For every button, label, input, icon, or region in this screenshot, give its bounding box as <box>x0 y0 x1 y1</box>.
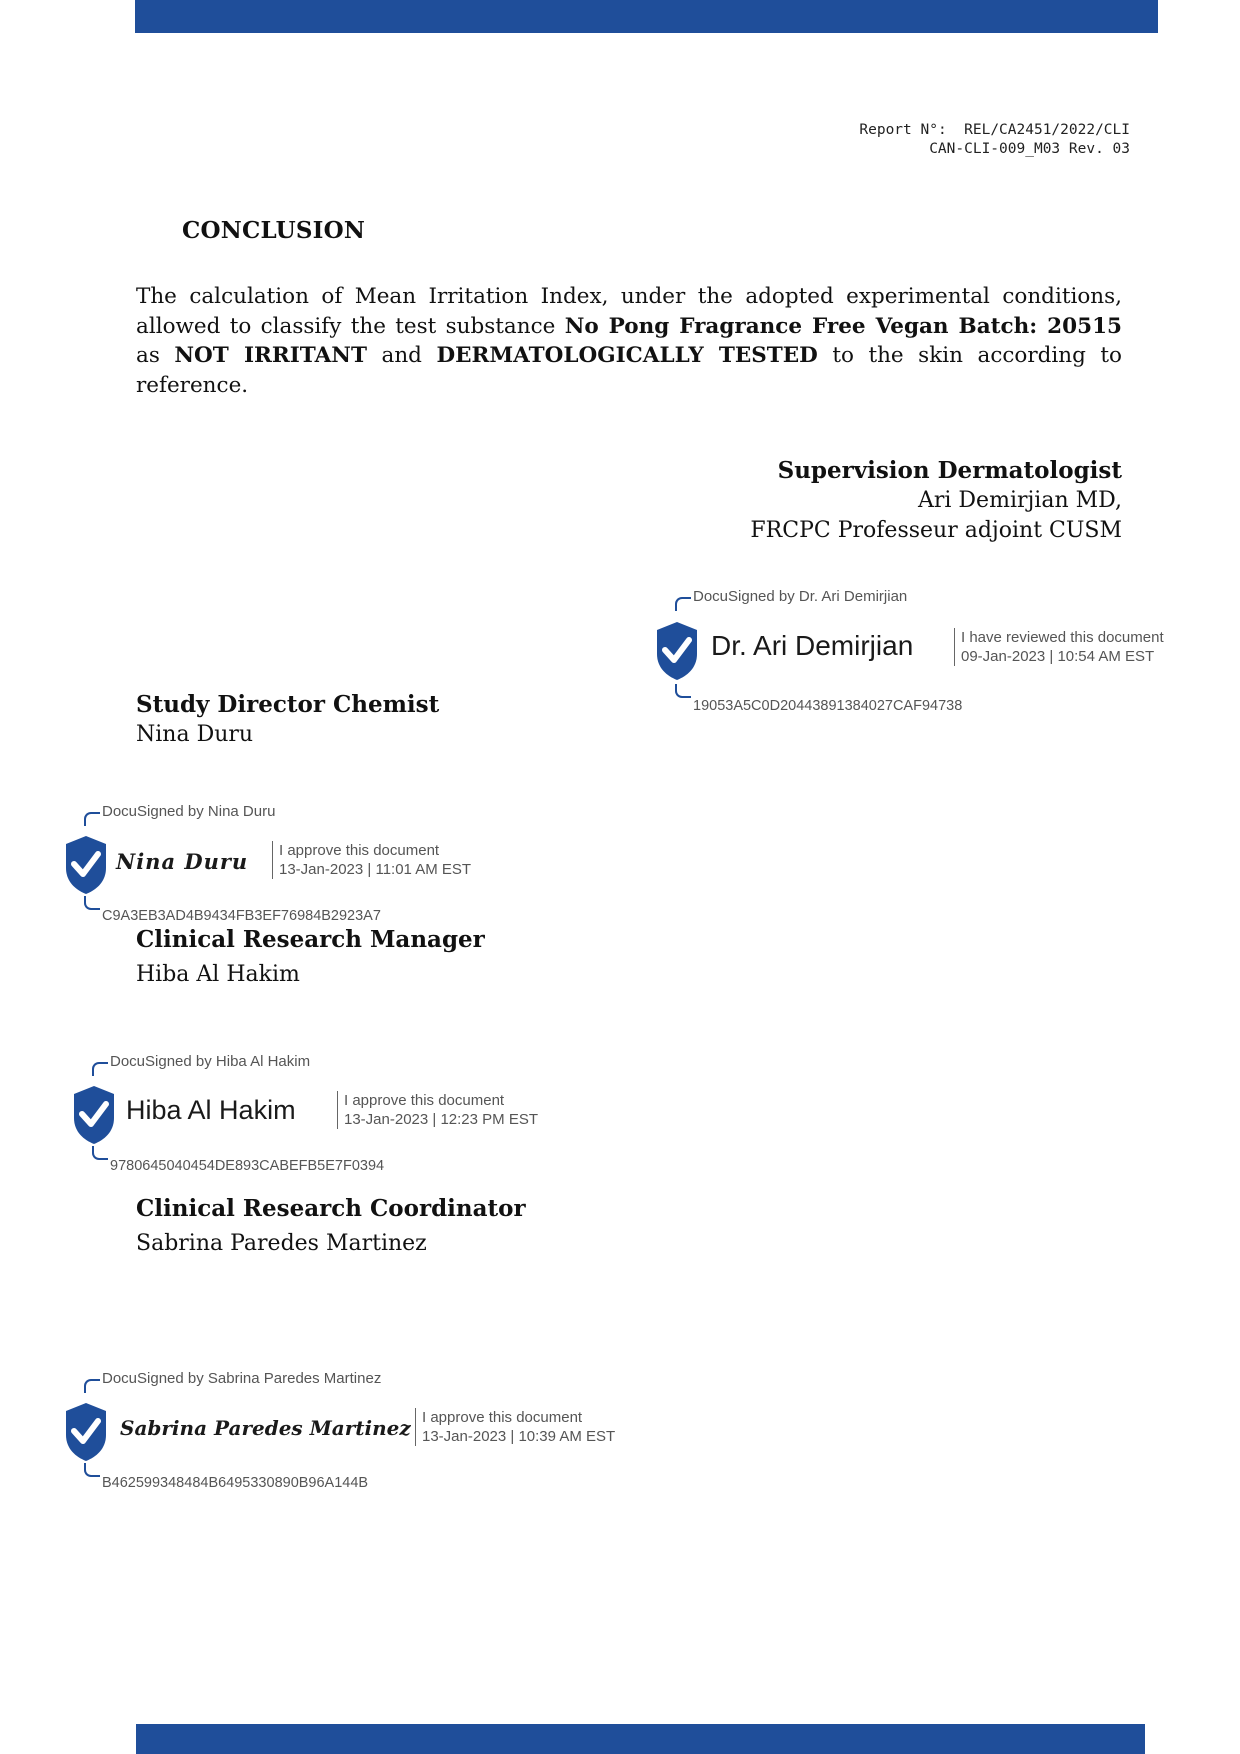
result-dermatologically-tested: DERMATOLOGICALLY TESTED <box>436 343 818 368</box>
supervisor-role: Supervision Dermatologist <box>777 457 1122 484</box>
docusign-shield-icon <box>72 1084 116 1146</box>
stamp-bracket-bottom <box>84 1463 100 1477</box>
docusign-stamp-supervisor <box>655 588 1175 718</box>
stamp-bracket-bottom <box>84 896 100 910</box>
stamp-action: I approve this document <box>279 842 440 859</box>
stamp-bracket-top <box>84 1379 100 1393</box>
stamp-info <box>272 841 471 879</box>
stamp-bracket-top <box>675 597 691 611</box>
stamp-signer-name: Hiba Al Hakim <box>126 1095 296 1125</box>
stamp-signed-by: DocuSigned by Hiba Al Hakim <box>110 1053 311 1070</box>
stamp-hash: 9780645040454DE893CABEFB5E7F0394 <box>110 1158 385 1174</box>
coordinator-name: Sabrina Paredes Martinez <box>136 1231 427 1256</box>
director-name: Nina Duru <box>136 722 254 747</box>
stamp-signed-by: DocuSigned by Dr. Ari Demirjian <box>693 588 908 605</box>
stamp-action: I approve this document <box>422 1409 583 1426</box>
stamp-datetime: 13-Jan-2023 | 11:01 AM EST <box>279 861 472 878</box>
stamp-datetime: 09-Jan-2023 | 10:54 AM EST <box>961 648 1155 665</box>
report-reference <box>859 121 1130 159</box>
manager-block <box>136 925 485 990</box>
stamp-action: I approve this document <box>344 1092 505 1109</box>
header-band <box>135 0 1158 33</box>
conclusion-paragraph <box>136 282 1122 400</box>
stamp-info <box>954 628 1164 666</box>
stamp-bracket-bottom <box>92 1146 108 1160</box>
docusign-stamp-manager <box>72 1053 552 1183</box>
stamp-signed-by: DocuSigned by Nina Duru <box>102 803 276 820</box>
stamp-datetime: 13-Jan-2023 | 12:23 PM EST <box>344 1111 539 1128</box>
conclusion-heading: CONCLUSION <box>182 217 366 244</box>
docusign-stamp-coordinator <box>64 1370 644 1500</box>
manager-role: Clinical Research Manager <box>136 926 485 953</box>
report-number: Report N°: REL/CA2451/2022/CLI <box>859 122 1130 138</box>
coordinator-role: Clinical Research Coordinator <box>136 1195 526 1222</box>
stamp-signature-script: Sabrina Paredes Martinez <box>120 1416 411 1440</box>
stamp-hash: 19053A5C0D20443891384027CAF94738 <box>693 698 963 714</box>
director-role: Study Director Chemist <box>136 691 440 718</box>
stamp-datetime: 13-Jan-2023 | 10:39 AM EST <box>422 1428 616 1445</box>
test-substance: No Pong Fragrance Free Vegan Batch: 20515 <box>564 313 1122 339</box>
conclusion-text: to the skin according to reference. <box>136 343 1122 398</box>
director-block <box>136 690 439 750</box>
supervisor-name: Ari Demirjian MD, <box>917 488 1122 513</box>
result-not-irritant: NOT IRRITANT <box>174 343 367 368</box>
conclusion-text: The calculation of Mean Irritation Index, under the adopted experimental conditions, allowed to classify the test substance <box>136 284 1122 339</box>
stamp-bracket-bottom <box>675 684 691 698</box>
stamp-hash: B462599348484B6495330890B96A144B <box>102 1475 369 1491</box>
stamp-signature-script: Nina Duru <box>116 849 249 874</box>
docusign-stamp-director <box>64 803 524 933</box>
stamp-info <box>337 1091 538 1129</box>
stamp-hash: C9A3EB3AD4B9434FB3EF76984B2923A7 <box>102 908 381 924</box>
report-revision: CAN-CLI-009_M03 Rev. 03 <box>929 141 1130 157</box>
conclusion-text: as <box>136 343 175 368</box>
supervisor-title: FRCPC Professeur adjoint CUSM <box>750 518 1122 543</box>
supervisor-block <box>750 456 1122 546</box>
conclusion-text: and <box>366 343 437 368</box>
docusign-shield-icon <box>655 620 699 682</box>
manager-name: Hiba Al Hakim <box>136 962 300 987</box>
docusign-shield-icon <box>64 834 108 896</box>
stamp-signed-by: DocuSigned by Sabrina Paredes Martinez <box>102 1370 382 1387</box>
stamp-bracket-top <box>84 812 100 826</box>
stamp-action: I have reviewed this document <box>961 629 1164 646</box>
docusign-shield-icon <box>64 1401 108 1463</box>
stamp-signer-name: Dr. Ari Demirjian <box>711 630 914 661</box>
stamp-bracket-top <box>92 1062 108 1076</box>
stamp-info <box>415 1408 615 1446</box>
coordinator-block <box>136 1194 526 1259</box>
footer-band <box>136 1724 1145 1754</box>
